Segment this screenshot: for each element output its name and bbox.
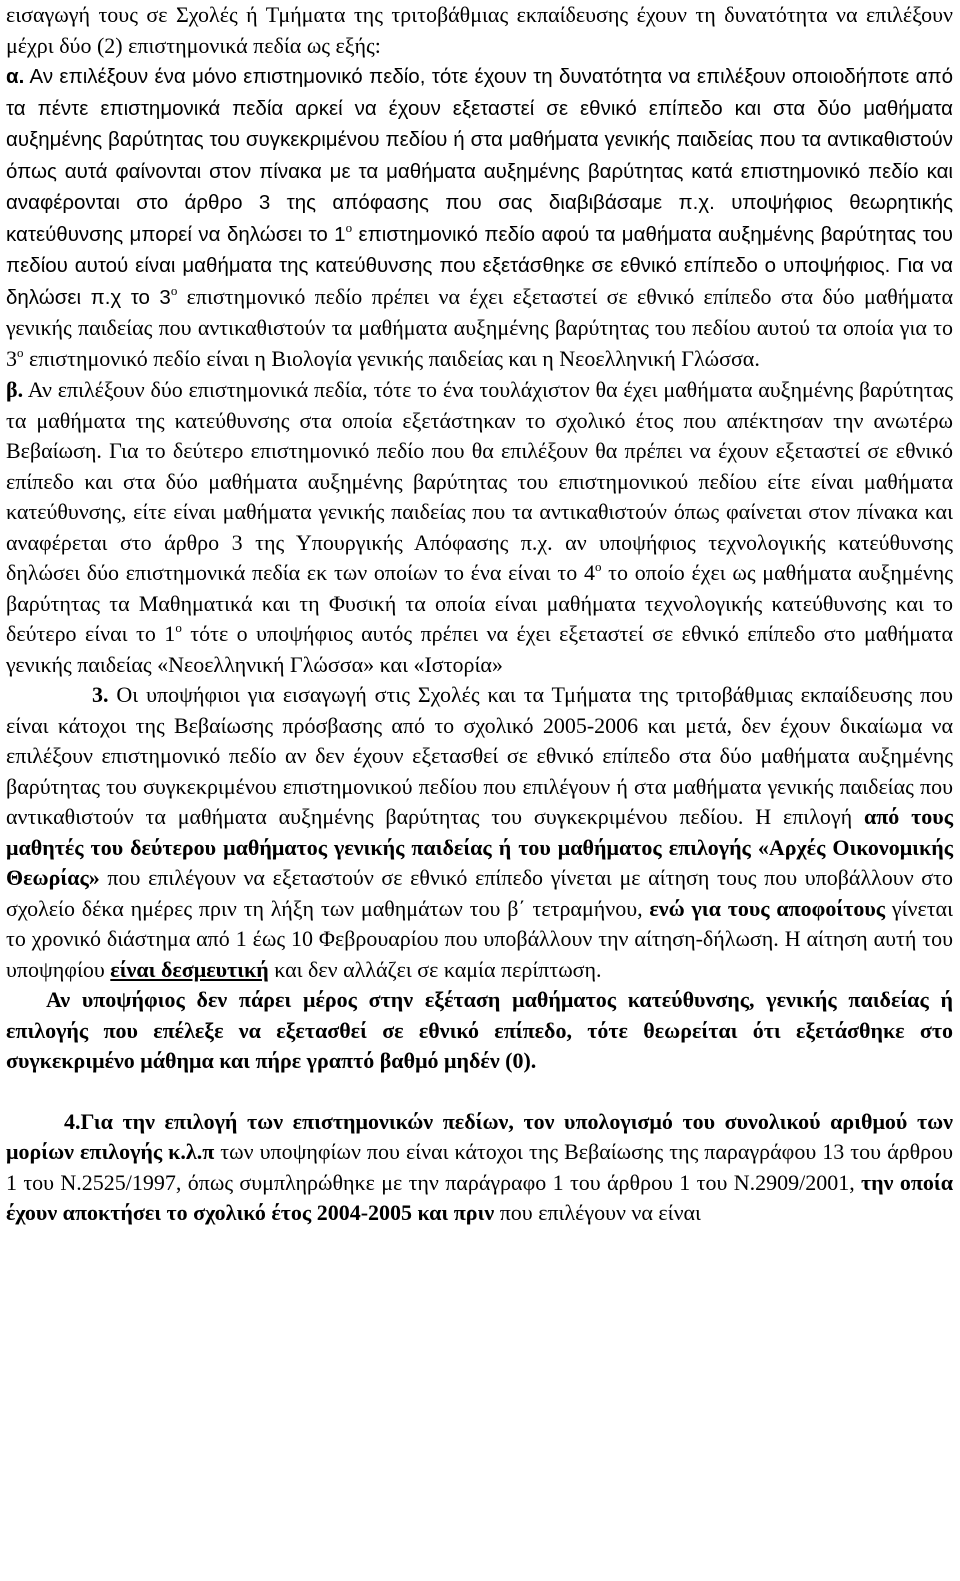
p3-bold-2: ενώ για τους αποφοίτους	[649, 895, 886, 921]
alpha-text-3: επιστημονικό πεδίο πρέπει να έχει εξεταστεί σε εθνικό επίπεδο στα δύο μαθήματα γενικής παιδείας που αντικαθιστούν τα μαθήματα αυξημένης βαρύτητας του πεδίου αυτού τα οποία για το 3	[6, 283, 953, 371]
p3-text-1: Οι υποψήφιοι για εισαγωγή στις Σχολές και τα Τμήματα της τριτοβάθμιας εκπαίδευσης που είναι κάτοχοι της Βεβαίωσης πρόσβασης από το σχολικό 2005-2006 και μετά, δεν έχουν δικαίωμα να επιλέξουν επιστημονικό πεδίο αν δεν έχουν εξετασθεί σε εθνικό επίπεδο στα δύο μαθήματα αυξημένης βαρύτητας του συγκεκριμένου επιστημονικού πεδίου που επιλέγουν ή στα μαθήματα γενικής παιδείας που αντικαθιστούν τα μαθήματα αυξημένης βαρύτητας του συγκεκριμένου πεδίου. Η επιλογή	[6, 682, 953, 829]
p4-bold-1: 4.Για την επιλογή των επιστημονικών πεδίων, τον υπολογισμό του συνολικού αριθμού των μορίων επιλογής κ.λ.π	[6, 1108, 953, 1164]
p4-bold-2: την οποία έχουν αποκτήσει το σχολικό έτος 2004-2005 και πριν	[6, 1169, 953, 1225]
p3-bold-1: από τους μαθητές του δεύτερου μαθήματος γενικής παιδείας ή του μαθήματος επιλογής «Αρχές Οικονομικής Θεωρίας»	[6, 804, 953, 890]
paragraph-4	[6, 1107, 953, 1229]
paragraph-alpha	[6, 0, 953, 374]
superscript-o: ο	[594, 559, 602, 574]
p4-text-1: των υποψηφίων που είναι κάτοχοι της Βεβαίωσης της παραγράφου 13 του άρθρου 1 του Ν.2525/1997, όπως συμπληρώθηκε με την παράγραφο 1 του άρθρου 1 του Ν.2909/2001,	[6, 1139, 953, 1195]
p3-text-4: και δεν αλλάζει σε καμία περίπτωση.	[268, 956, 602, 982]
paragraph-beta	[6, 375, 953, 680]
p4-text-2: που επιλέγουν να είναι	[494, 1200, 701, 1225]
alpha-text-4: επιστημονικό πεδίο είναι η Βιολογία γενικής παιδείας και η Νεοελληνική Γλώσσα.	[23, 345, 760, 371]
section-3-number: 3.	[92, 682, 109, 707]
paragraph-warning	[6, 985, 953, 1077]
superscript-o: ο	[175, 620, 182, 635]
alpha-text-1: Αν επιλέξουν ένα μόνο επιστημονικό πεδίο, τότε έχουν τη δυνατότητα να επιλέξουν οποιοδήποτε από τα πέντε επιστημονικά πεδία αρκεί να έχουν εξεταστεί σε εθνικό επίπεδο και στα δύο μαθήματα αυξημένης βαρύτητας του συγκεκριμένου πεδίου ή στα μαθήματα γενικής παιδείας που τα αντικαθιστούν όπως αυτά φαίνονται στον πίνακα με τα μαθήματα αυξημένης βαρύτητας κατά επιστημονικό πεδίο και αναφέρονται στο άρθρο 3 της απόφασης που σας διαβιβάσαμε π.χ. υποψήφιος θεωρητικής κατεύθυνσης μπορεί να δηλώσει το 1	[6, 65, 953, 246]
beta-text-1: Αν επιλέξουν δύο επιστημονικά πεδία, τότε το ένα τουλάχιστον θα έχει μαθήματα αυξημένης βαρύτητας τα μαθήματα της κατεύθυνσης στα οποία εξετάστηκαν το σχολικό έτος που απέκτησαν την ανωτέρω Βεβαίωση. Για το δεύτερο επιστημονικό πεδίο που θα επιλέξουν θα πρέπει να έχουν εξεταστεί σε εθνικό επίπεδο και στα δύο μαθήματα αυξημένης βαρύτητας του επιστημονικού πεδίου είτε είναι μαθήματα κατεύθυνσης, είτε είναι μαθήματα γενικής παιδείας που τα αντικαθιστούν όπως φαίνεται στον πίνακα και αναφέρεται στο άρθρο 3 της Υπουργικής Απόφασης π.χ. αν υποψήφιος τεχνολογικής κατεύθυνσης δηλώσει δύο επιστημονικά πεδία εκ των οποίων το ένα είναι το 4	[6, 377, 953, 585]
beta-label: β.	[6, 377, 24, 402]
alpha-text-2: επιστημονικό πεδίο αφού τα μαθήματα αυξημένης βαρύτητας του πεδίου αυτού είναι μαθήματα της κατεύθυνσης που εξετάσθηκε σε εθνικό επίπεδο ο υποψήφιος. Για να δηλώσει π.χ το 3	[6, 222, 954, 309]
superscript-o: ο	[17, 344, 24, 360]
superscript-o: ο	[345, 219, 353, 235]
beta-text-2: το οποίο έχει ως μαθήματα αυξημένης βαρύτητας τα Μαθηματικά και τη Φυσική τα οποία είναι μαθήματα τεχνολογικής κατεύθυνσης και το δεύτερο είναι το 1	[6, 560, 953, 646]
beta-text-3: τότε ο υποψήφιος αυτός πρέπει να έχει εξεταστεί σε εθνικό επίπεδο στο μαθήματα γενικής παιδείας «Νεοελληνική Γλώσσα» και «Ιστορία»	[6, 621, 953, 677]
intro-text: εισαγωγή τους σε Σχολές ή Τμήματα της τριτοβάθμιας εκπαίδευσης έχουν τη δυνατότητα να επιλέξουν μέχρι δύο (2) επιστημονικά πεδία ως εξής:	[6, 2, 953, 58]
warning-bold-text: Αν υποψήφιος δεν πάρει μέρος στην εξέταση μαθήματος κατεύθυνσης, γενικής παιδείας ή επιλογής που επέλεξε να εξετασθεί σε εθνικό επίπεδο, τότε θεωρείται ότι εξετάσθηκε στο συγκεκριμένο μάθημα και πήρε γραπτό βαθμό μηδέν (0).	[6, 987, 953, 1073]
p3-text-2: που επιλέγουν να εξεταστούν σε εθνικό επίπεδο γίνεται με αίτηση τους που υποβάλλουν στο σχολείο δέκα ημέρες πριν τη λήξη των μαθημάτων του β΄ τετραμήνου,	[6, 865, 953, 921]
alpha-label: α.	[6, 65, 25, 88]
p3-bold-underlined: είναι δεσμευτική	[110, 956, 269, 982]
superscript-o: ο	[170, 282, 178, 298]
p3-text-3: γίνεται το χρονικό διάστημα από 1 έως 10 Φεβρουαρίου που υποβάλλουν την αίτηση-δήλωση. Η αίτηση αυτή του υποψηφίου	[6, 895, 953, 982]
paragraph-3	[6, 680, 953, 985]
